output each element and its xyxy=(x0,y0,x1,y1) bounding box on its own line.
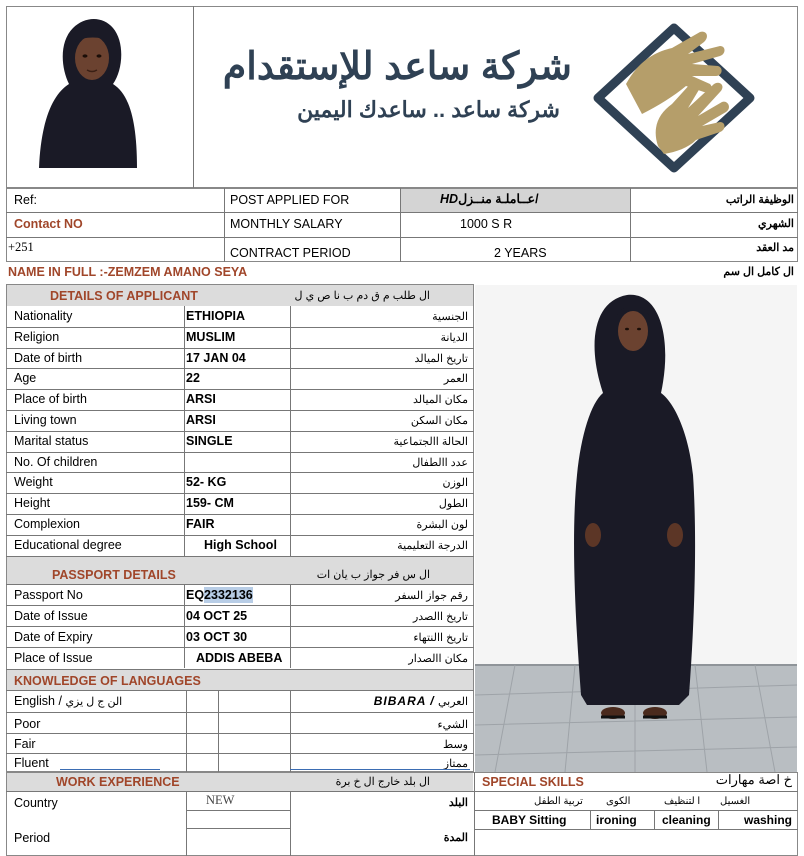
post-code: HD xyxy=(440,192,459,206)
country-label: Country xyxy=(14,796,58,810)
applicant-field-label: Age xyxy=(14,371,37,386)
post-value xyxy=(440,191,539,206)
salary-label-ar: الشهري xyxy=(758,218,794,230)
passport-field-label-ar: تاريخ االصدر xyxy=(412,611,468,623)
applicant-field-label: Religion xyxy=(14,329,60,344)
row-divider xyxy=(6,431,474,432)
applicant-field-label: Living town xyxy=(14,413,77,427)
work-heading: WORK EXPERIENCE xyxy=(56,775,180,789)
passport-field-label: Passport No xyxy=(14,588,83,602)
applicant-field-label-ar: مكان السكن xyxy=(410,415,468,427)
skill-label-ar: تربية الطفل xyxy=(534,796,583,807)
row-divider xyxy=(6,493,474,494)
contract-value: 2 YEARS xyxy=(494,246,547,260)
row-divider xyxy=(6,452,474,453)
company-slogan-ar: شركة ساعد .. ساعدك اليمين xyxy=(297,97,560,122)
contact-label: Contact NO xyxy=(14,217,83,231)
applicant-field-label-ar: العمر xyxy=(443,373,468,386)
period-label-ar: المدة xyxy=(443,832,468,844)
contract-label: CONTRACT PERIOD xyxy=(230,246,351,260)
applicant-field-label-ar: الديانة xyxy=(440,331,468,344)
passport-field-value: 04 OCT 25 xyxy=(186,609,248,623)
language-level-label-ar: ممتاز xyxy=(443,758,468,770)
row-divider xyxy=(6,626,474,627)
applicant-field-label: Weight xyxy=(14,475,53,490)
language-level-label-ar: وسط xyxy=(443,739,468,751)
applicant-field-value: 22 xyxy=(186,371,200,386)
row-divider xyxy=(6,410,474,411)
applicant-field-value: FAIR xyxy=(186,517,215,531)
applicant-field-label: Marital status xyxy=(14,433,89,448)
ref-label: Ref: xyxy=(14,193,37,207)
post-label-ar: الوظيفة الراتب xyxy=(725,194,794,206)
skill-label: ironing xyxy=(596,813,637,827)
applicant-field-label-ar: مكان الميالد xyxy=(412,394,468,407)
company-name-ar: شركة ساعد للإستقدام xyxy=(222,46,572,88)
portrait-image xyxy=(25,12,149,168)
country-label-ar: البلد xyxy=(448,797,468,809)
skill-label: cleaning xyxy=(662,813,711,827)
skill-label-ar: الكوى xyxy=(606,796,631,807)
passport-field-label-ar: مكان االصدار xyxy=(408,653,468,665)
applicant-field-value: 159- CM xyxy=(186,496,234,511)
applicant-field-label: Place of birth xyxy=(14,392,87,407)
row-divider xyxy=(6,368,474,369)
applicant-field-label-ar: عدد االطفال xyxy=(412,456,468,469)
full-name-ar: ال كامل ال سم xyxy=(723,266,794,278)
applicant-field-label-ar: الحالة االجتماعية xyxy=(393,435,468,448)
passport-field-label-ar: تاريخ االنتهاء xyxy=(413,632,468,644)
english-row xyxy=(14,694,122,708)
salary-value: 1000 S R xyxy=(460,217,513,231)
skill-label: BABY Sitting xyxy=(492,813,567,827)
row-divider xyxy=(6,647,474,648)
applicant-field-value: High School xyxy=(204,537,277,552)
arabic-row xyxy=(300,694,468,708)
applicant-field-label: Nationality xyxy=(14,309,73,323)
work-heading-ar: ال بلد خارج ال خ برة xyxy=(335,776,430,788)
passport-heading: PASSPORT DETAILS xyxy=(52,568,176,582)
applicant-heading: DETAILS OF APPLICANT xyxy=(50,289,198,303)
skill-label-ar: ا لتنظيف xyxy=(664,796,701,807)
arabic-label-ar: العربي xyxy=(437,696,468,708)
applicant-field-label: Height xyxy=(14,496,51,511)
applicant-field-value: 52- KG xyxy=(186,475,227,490)
applicant-field-value: SINGLE xyxy=(186,433,233,448)
row-divider xyxy=(6,472,474,473)
applicant-field-value: ARSI xyxy=(186,413,216,427)
passport-field-value: ADDIS ABEBA xyxy=(196,651,283,665)
skill-label-ar: الغسيل xyxy=(720,796,751,807)
full-body-image xyxy=(475,285,797,772)
passport-field-label: Date of Expiry xyxy=(14,630,93,644)
skills-heading-ar: خ اصة مهارات xyxy=(715,772,792,787)
salary-label: MONTHLY SALARY xyxy=(230,217,343,231)
skills-heading: SPECIAL SKILLS xyxy=(482,775,584,789)
passport-field-label: Date of Issue xyxy=(14,609,88,623)
applicant-field-value: MUSLIM xyxy=(186,329,236,344)
applicant-field-label-ar: الوزن xyxy=(442,477,468,490)
applicant-field-label-ar: لون البشرة xyxy=(416,519,468,531)
applicant-field-label: No. Of children xyxy=(14,454,98,469)
passport-field-label-ar: رقم جواز السفر xyxy=(395,590,468,602)
passport-field-label: Place of Issue xyxy=(14,651,93,665)
applicant-field-label-ar: تاريخ الميالد xyxy=(414,352,468,365)
languages-heading: KNOWLEDGE OF LANGUAGES xyxy=(14,674,201,688)
applicant-field-label-ar: الطول xyxy=(438,498,468,511)
company-logo xyxy=(592,22,756,174)
applicant-field-value: ETHIOPIA xyxy=(186,309,246,323)
full-name: NAME IN FULL :-ZEMZEM AMANO SEYA xyxy=(8,265,248,279)
applicant-field-label: Complexion xyxy=(14,517,81,531)
applicant-field-value: 17 JAN 04 xyxy=(186,350,246,365)
contract-label-ar: مد العقد xyxy=(756,242,794,254)
row-divider xyxy=(6,514,474,515)
applicant-photo-small xyxy=(25,12,149,168)
skill-label: washing xyxy=(744,813,793,827)
passport-field-value: 03 OCT 30 xyxy=(186,630,248,644)
language-level-label-ar: الشيء xyxy=(437,719,468,731)
post-value-ar: عــاملـة منــزل/ xyxy=(458,192,539,206)
applicant-field-label-ar: الجنسية xyxy=(432,311,468,323)
row-divider xyxy=(6,389,474,390)
language-level-label: Poor xyxy=(14,717,41,731)
applicant-field-label: Date of birth xyxy=(14,350,83,365)
applicant-field-label-ar: الدرجة التعليمية xyxy=(397,539,468,552)
period-label: Period xyxy=(14,831,51,845)
row-divider xyxy=(6,605,474,606)
language-level-label: Fair xyxy=(14,737,36,751)
row-divider xyxy=(6,535,474,536)
passport-heading-ar: ال س فر جواز ب يان ات xyxy=(316,569,430,581)
language-level-label: Fluent xyxy=(14,756,49,770)
contact-value: +251 xyxy=(8,240,34,254)
row-divider xyxy=(6,348,474,349)
passport-field-value: EQ2332136 xyxy=(186,588,253,602)
applicant-heading-ar: ال طلب م ق دم ب نا ص ي ل xyxy=(294,290,430,302)
country-value: NEW xyxy=(206,793,235,807)
post-label: POST APPLIED FOR xyxy=(230,193,350,207)
applicant-field-label: Educational degree xyxy=(14,537,122,552)
header-divider xyxy=(193,6,194,188)
english-label: English / xyxy=(14,694,62,708)
arabic-value: BIBARA / xyxy=(373,694,435,708)
applicant-photo-full xyxy=(475,285,797,772)
applicant-field-value: ARSI xyxy=(186,392,216,407)
english-label-ar: الن ج ل يزي xyxy=(65,696,123,708)
row-divider xyxy=(6,327,474,328)
